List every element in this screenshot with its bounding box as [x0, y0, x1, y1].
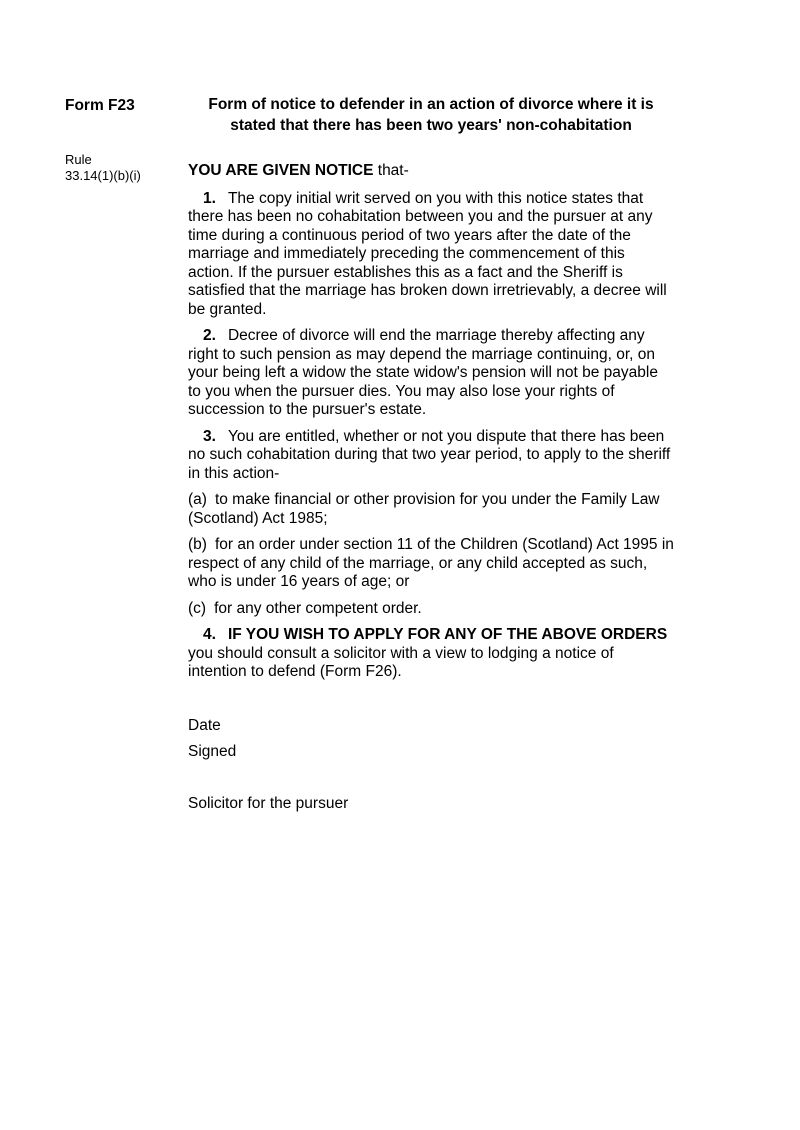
- sub-item-c-text: for any other competent order.: [214, 599, 422, 617]
- sub-item-b-text: for an order under section 11 of the Children (Scotland) Act 1995 in respect of any child of the marriage, or any child accepted as such, who is under 16 years of age; or: [188, 536, 674, 590]
- paragraph-3-text: You are entitled, whether or not you dispute that there has been no such cohabitation during that two year period, to apply to the sheriff in this action-: [188, 427, 671, 482]
- paragraph-4-bold-text: IF YOU WISH TO APPLY FOR ANY OF THE ABOVE ORDERS: [227, 626, 668, 643]
- form-title: [188, 94, 674, 136]
- form-title-line-1: Form of notice to defender in an action of divorce where it is: [208, 96, 654, 113]
- sub-item-b-marker: (b): [188, 536, 207, 553]
- signed-label: Signed: [188, 743, 237, 760]
- paragraph-3-number: 3.: [203, 427, 216, 445]
- sub-item-a-text: to make financial or other provision for you under the Family Law (Scotland) Act 1985;: [188, 491, 660, 527]
- rule-reference-line-2: 33.14(1)(b)(i): [65, 168, 141, 183]
- solicitor-label: Solicitor for the pursuer: [188, 794, 349, 812]
- paragraph-2-text: Decree of divorce will end the marriage thereby affecting any right to such pension as may depend the marriage continuing, or, on your being left a widow the state widow's pension will not be payable to you when the pursuer dies. You may also lose your rights of succession to the pursuer's estate.: [188, 327, 658, 418]
- paragraph-4-number: 4.: [203, 626, 216, 643]
- form-title-line-2: stated that there has been two years' non-cohabitation: [230, 117, 632, 134]
- paragraph-2: [188, 327, 674, 420]
- rule-reference-line-1: Rule: [65, 152, 92, 167]
- paragraph-4-rest-text: you should consult a solicitor with a view to lodging a notice of intention to defend (Form F26).: [188, 644, 614, 680]
- date-label: Date: [188, 716, 221, 734]
- notice-heading: [188, 162, 674, 181]
- sub-item-c-marker: (c): [188, 599, 207, 617]
- sub-item-a: [188, 491, 674, 528]
- main-text-column: [188, 162, 674, 821]
- paragraph-2-number: 2.: [203, 327, 216, 344]
- paragraph-4: [188, 626, 674, 682]
- rule-reference: [65, 152, 141, 184]
- sub-item-b: [188, 536, 674, 592]
- sub-item-a-marker: (a): [188, 491, 207, 508]
- notice-heading-bold: YOU ARE GIVEN NOTICE: [188, 162, 374, 179]
- paragraph-1: [188, 190, 674, 320]
- sub-item-c: [188, 600, 674, 619]
- paragraph-1-number: 1.: [203, 189, 216, 207]
- paragraph-1-text: The copy initial writ served on you with this notice states that there has been no cohabitation between you and the pursuer at any time during a continuous period of two years after the date of the marriage and immediately preceding the commencement of this action. If the pursuer establishes this as a fact and the Sheriff is satisfied that the marriage has broken down irretrievably, a decree will be granted.: [188, 189, 667, 318]
- form-number-label: Form F23: [65, 97, 135, 114]
- notice-heading-rest: that-: [373, 162, 409, 179]
- paragraph-3: [188, 428, 674, 484]
